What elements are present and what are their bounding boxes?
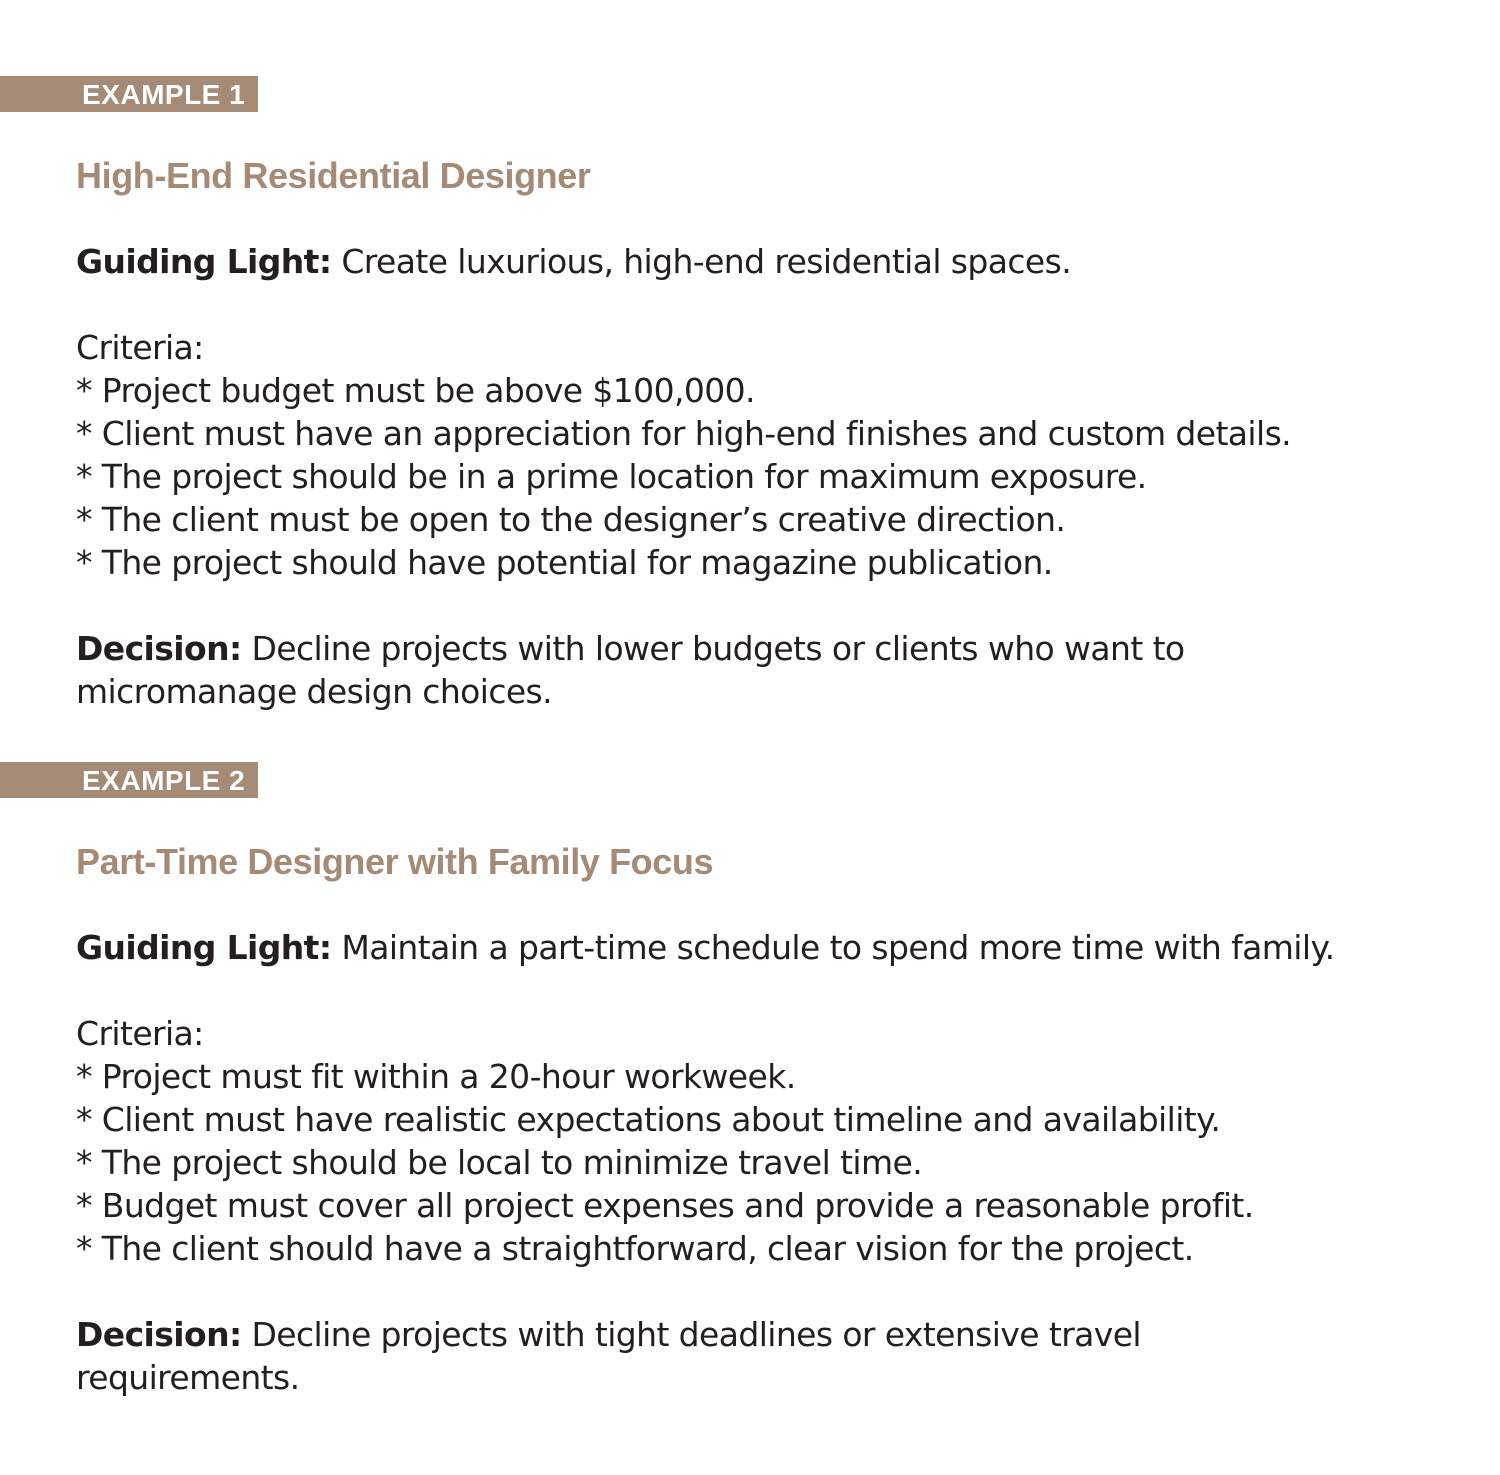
decision-label: Decision: [76, 629, 242, 668]
criteria-item: * Project must fit within a 20-hour workweek. [76, 1055, 1496, 1098]
example-1-criteria [76, 326, 1496, 584]
example-2-criteria [76, 1012, 1496, 1270]
decision-text: Decline projects with lower budgets or clients who want to [251, 629, 1185, 668]
criteria-item: * Client must have an appreciation for high-end finishes and custom details. [76, 412, 1496, 455]
decision-line [76, 627, 1496, 670]
criteria-item: * The client should have a straightforward, clear vision for the project. [76, 1227, 1496, 1270]
example-2-guiding-light [76, 926, 1496, 969]
decision-line [76, 1313, 1496, 1356]
example-2-title: Part-Time Designer with Family Focus [76, 841, 714, 882]
criteria-list [76, 1055, 1496, 1270]
decision-text-continued: micromanage design choices. [76, 672, 553, 711]
criteria-item: * Budget must cover all project expenses and provide a reasonable profit. [76, 1184, 1496, 1227]
example-1-guiding-light [76, 240, 1496, 283]
example-1-title: High-End Residential Designer [76, 155, 591, 196]
criteria-item: * The client must be open to the designer’s creative direction. [76, 498, 1496, 541]
guiding-light-text: Create luxurious, high-end residential spaces. [341, 242, 1072, 281]
criteria-item: * The project should have potential for magazine publication. [76, 541, 1496, 584]
criteria-item: * The project should be in a prime location for maximum exposure. [76, 455, 1496, 498]
decision-text: Decline projects with tight deadlines or extensive travel [251, 1315, 1141, 1354]
example-1-tag: EXAMPLE 1 [0, 76, 258, 112]
criteria-item: * Client must have realistic expectations about timeline and availability. [76, 1098, 1496, 1141]
example-2-tag: EXAMPLE 2 [0, 762, 258, 798]
criteria-item: * Project budget must be above $100,000. [76, 369, 1496, 412]
guiding-light-label: Guiding Light: [76, 242, 332, 281]
criteria-list [76, 369, 1496, 584]
example-2-section [0, 762, 1500, 1397]
example-2-decision [76, 1313, 1496, 1399]
criteria-label: Criteria: [76, 1014, 204, 1053]
guiding-light-text: Maintain a part-time schedule to spend more time with family. [341, 928, 1335, 967]
decision-text-continued: requirements. [76, 1358, 300, 1397]
example-1-decision [76, 627, 1496, 713]
example-1-section [0, 76, 1500, 711]
decision-label: Decision: [76, 1315, 242, 1354]
criteria-item: * The project should be local to minimize travel time. [76, 1141, 1496, 1184]
criteria-label: Criteria: [76, 328, 204, 367]
guiding-light-label: Guiding Light: [76, 928, 332, 967]
